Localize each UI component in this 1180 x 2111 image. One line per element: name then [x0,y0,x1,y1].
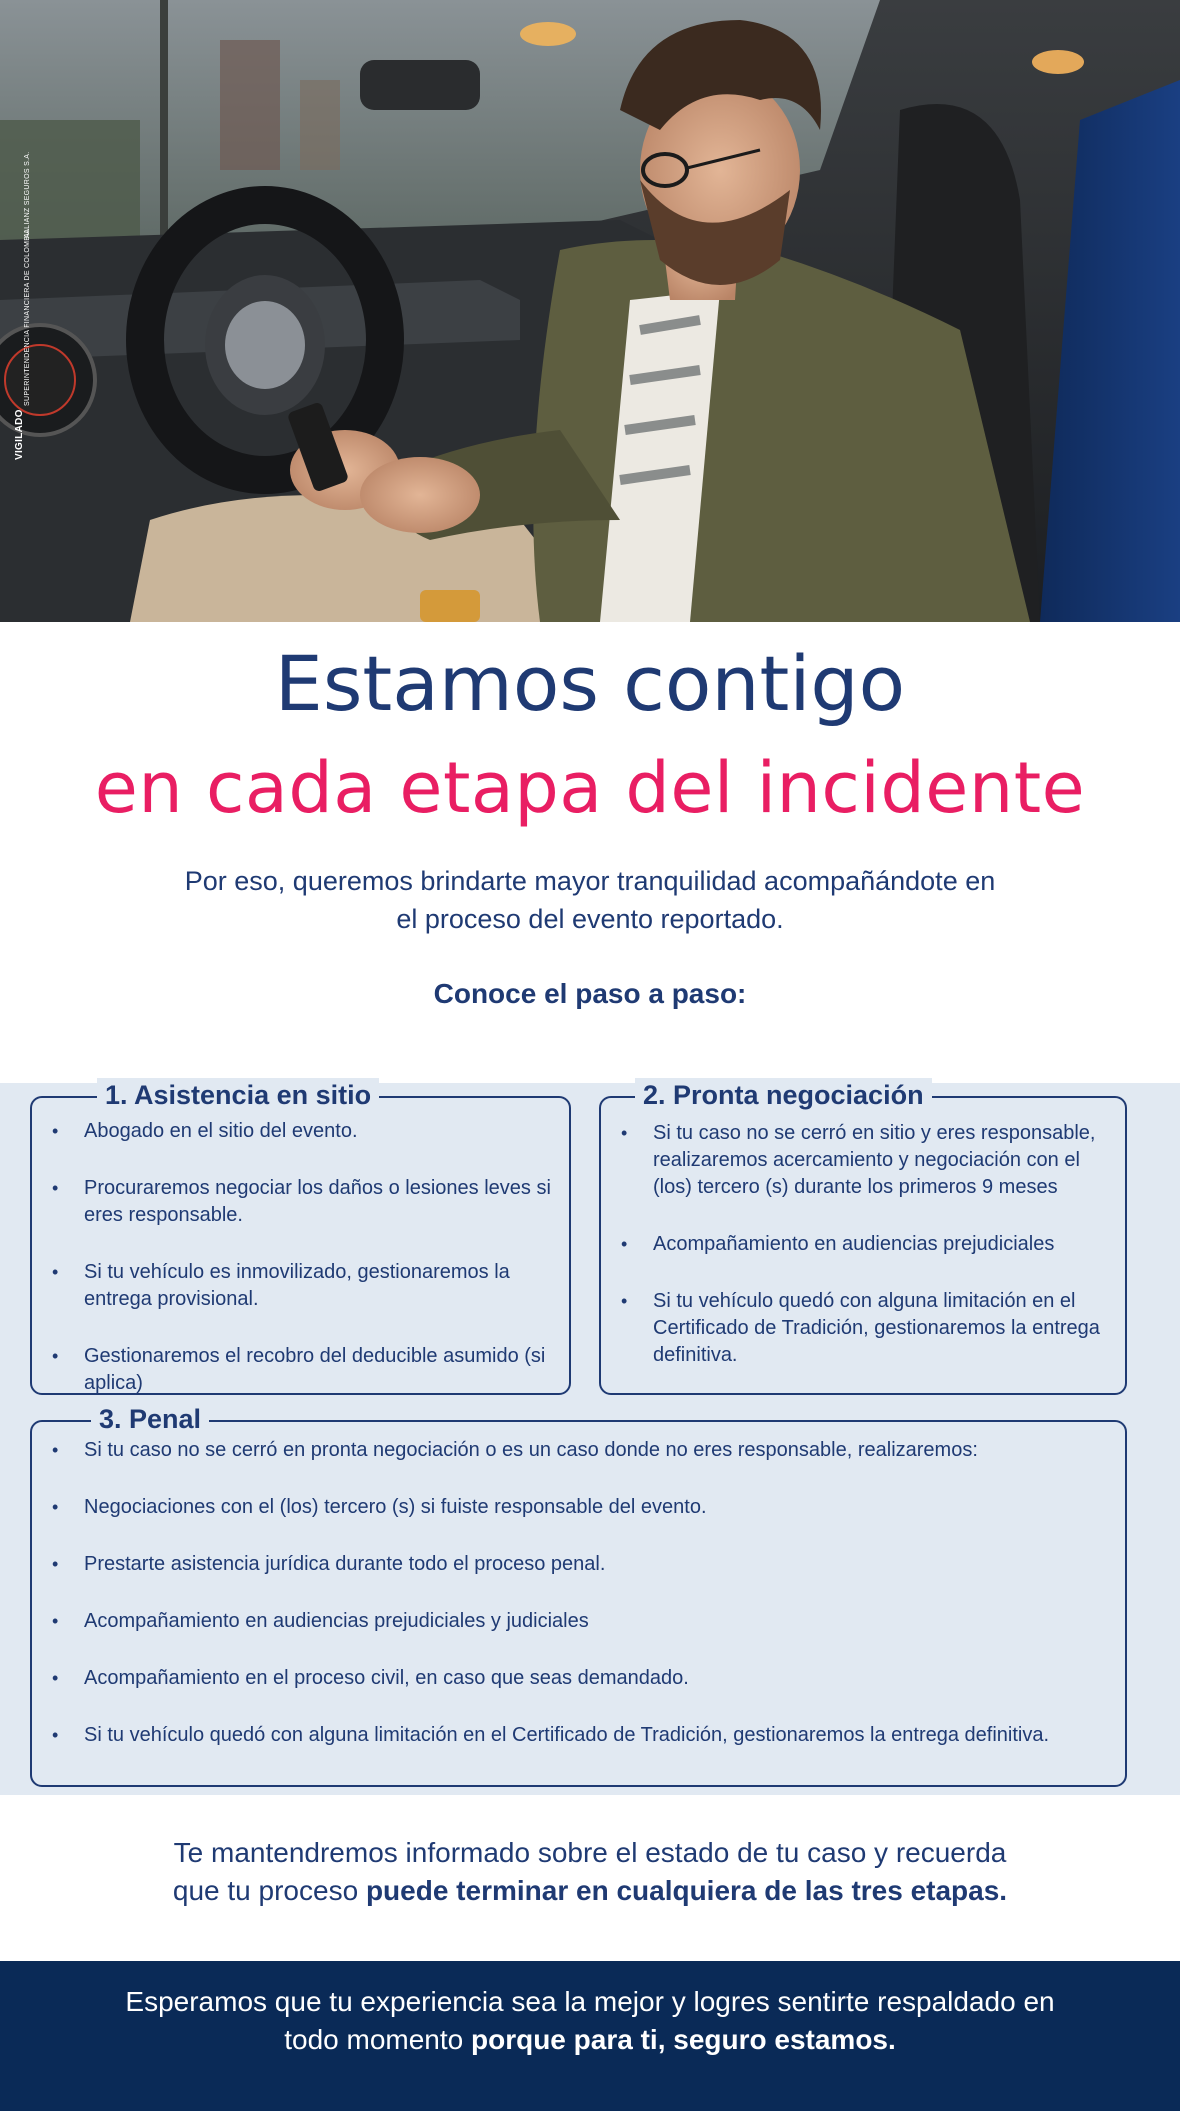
footer-banner [0,1961,1180,2111]
list-item: • Si tu caso no se cerró en pronta negociación o es un caso donde no eres responsable, realizaremos: [32,1437,1129,1464]
step-1-box [30,1080,571,1395]
closing-line-1: Te mantendremos informado sobre el estado de tu caso y recuerda [173,1837,1007,1868]
step-3-title: 3. Penal [91,1402,209,1436]
list-item: • Si tu vehículo quedó con alguna limitación en el Certificado de Tradición, gestionaremos la entrega definitiva. [32,1722,1129,1749]
man-in-car-with-phone-icon [0,0,1180,622]
footer-line-2-bold: porque para ti, seguro estamos. [471,2024,896,2055]
step-2-list [601,1120,1129,1399]
list-item: • Acompañamiento en audiencias prejudiciales y judiciales [32,1608,1129,1635]
closing-line-2-regular: que tu proceso [172,1875,366,1906]
footer-line-1: Esperamos que tu experiencia sea la mejor y logres sentirte respaldado en [125,1986,1055,2017]
step-3-box [30,1404,1127,1787]
steps-title: Conoce el paso a paso: [433,978,747,1009]
list-item: • Acompañamiento en el proceso civil, en caso que seas demandado. [32,1665,1129,1692]
list-item: • Procuraremos negociar los daños o lesiones leves si eres responsable. [32,1175,573,1229]
list-item: • Si tu vehículo quedó con alguna limitación en el Certificado de Tradición, gestionaremos la entrega definitiva. [601,1288,1129,1369]
list-item: • Acompañamiento en audiencias prejudiciales [601,1231,1129,1258]
closing-line-2 [100,1872,1080,1910]
intro-line-1: Por eso, queremos brindarte mayor tranquilidad acompañándote en [184,866,996,896]
vigilado-legend [14,151,32,460]
vigilado-label: VIGILADO [14,409,25,460]
list-item: • Si tu vehículo es inmovilizado, gestionaremos la entrega provisional. [32,1259,573,1313]
intro-line-2: el proceso del evento reportado. [396,904,784,934]
allianz-label: ALLIANZ SEGUROS S.A. [24,151,31,238]
headline-line-1: Estamos contigo [274,639,906,728]
intro-text [140,862,1040,938]
headline [0,632,1180,840]
steps-section [0,1080,1180,1795]
hero-image [0,0,1180,622]
closing-text [100,1834,1080,1910]
closing-line-2-bold: puede terminar en cualquiera de las tres etapas. [365,1875,1008,1906]
step-1-title: 1. Asistencia en sitio [97,1078,379,1112]
footer-text [80,1983,1100,2059]
superintendencia-label: SUPERINTENDENCIA FINANCIERA DE COLOMBIA [24,228,31,406]
step-3-list [32,1437,1129,1779]
step-2-box [599,1080,1127,1395]
list-item: • Prestarte asistencia jurídica durante todo el proceso penal. [32,1551,1129,1578]
headline-line-2: en cada etapa del incidente [94,747,1086,829]
list-item: • Abogado en el sitio del evento. [32,1118,573,1145]
list-item: • Negociaciones con el (los) tercero (s) si fuiste responsable del evento. [32,1494,1129,1521]
list-item: • Gestionaremos el recobro del deducible asumido (si aplica) [32,1343,573,1397]
footer-line-2-regular: todo momento [284,2024,471,2055]
list-item: • Si tu caso no se cerró en sitio y eres responsable, realizaremos acercamiento y negociación con el (los) tercero (s) durante los primeros 9 meses [601,1120,1129,1201]
step-1-list [32,1118,573,1427]
step-2-title: 2. Pronta negociación [635,1078,932,1112]
